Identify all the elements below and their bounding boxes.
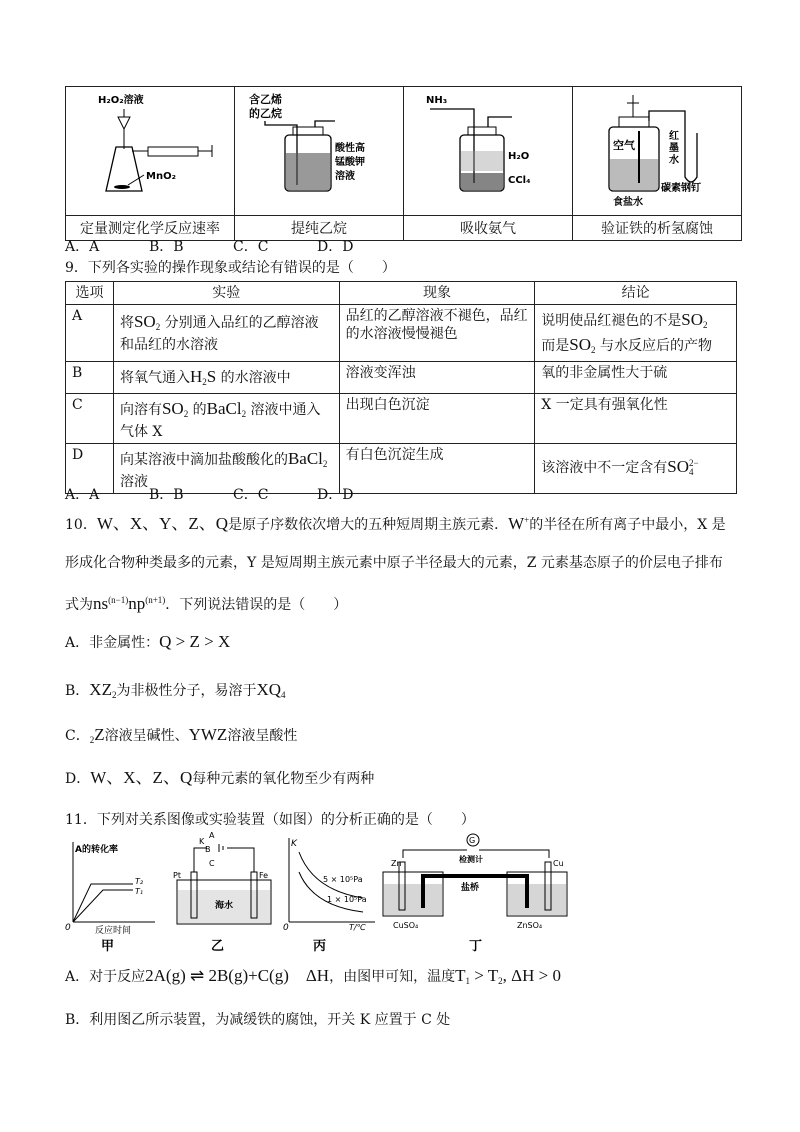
apparatus-purify-svg: [235, 87, 403, 211]
bing-xlabel: T/℃: [349, 923, 366, 932]
q10-option-d[interactable]: D．W、X、Z、Q每种元素的氧化物至少有两种: [65, 768, 375, 787]
table-row: [66, 394, 737, 444]
red-ink-label-2: 墨: [669, 143, 679, 154]
kmno4-label-2: 锰酸钾: [335, 157, 365, 168]
ding-cuso4: CuSO₄: [393, 921, 419, 930]
yi-k: K: [199, 837, 205, 846]
ethylene-label-2: 的乙烷: [249, 107, 282, 120]
row-c-experiment: 向溶有$SO_2$ 的BaCl$_2$ 溶液中通入 气体 X: [113, 394, 339, 444]
apparatus-corrosion-svg: [573, 87, 741, 211]
figure-jia: [65, 842, 155, 954]
ding-cu: Cu: [553, 859, 564, 868]
bing-p1: 5 × 10⁵Pa: [323, 875, 363, 884]
ding-zn: Zn: [391, 859, 402, 868]
caption-3: 吸收氨气: [404, 216, 573, 241]
fig-label-jia: 甲: [101, 939, 115, 954]
ding-bridge: 盐桥: [461, 883, 480, 893]
row-d-experiment: 向某溶液中滴加盐酸酸化的BaCl$_2$ 溶液: [113, 444, 339, 494]
steel-nail-label: 碳素钢钉: [661, 183, 701, 194]
q8-option-c[interactable]: C．C: [233, 239, 269, 255]
row-a-phenomenon: 品红的乙醇溶液不褪色，品红的水溶液慢慢褪色: [339, 305, 535, 362]
ethylene-label-1: 含乙烯: [249, 93, 282, 106]
figure-yi: [173, 832, 271, 954]
fig-label-bing: 丙: [313, 939, 327, 954]
caption-2: 提纯乙烷: [235, 216, 404, 241]
h2o2-label: H₂O₂溶液: [98, 95, 144, 106]
q9-options: [65, 484, 401, 504]
q8-option-d[interactable]: D．D: [317, 239, 354, 255]
yi-fe: Fe: [259, 871, 269, 880]
jia-t2: T₂: [135, 877, 144, 886]
bing-p2: 1 × 10⁵Pa: [327, 895, 367, 904]
q8-apparatus-table: [65, 86, 742, 241]
ding-znso4: ZnSO₄: [517, 921, 543, 930]
apparatus-cell-2: [235, 87, 404, 216]
yi-water: 海水: [215, 901, 234, 911]
row-a-option: A: [66, 305, 114, 362]
q10-line-2: 形成化合物种类最多的元素，Y 是短周期主族元素中原子半径最大的元素，Z 元素基态原子的价层电子排布: [65, 555, 723, 571]
yi-a: A: [209, 832, 215, 840]
q9-stem: 9．下列各实验的操作现象或结论有错误的是（ ）: [65, 260, 396, 276]
h2o-label: H₂O: [508, 151, 530, 162]
figure-ding: [383, 834, 567, 954]
fig-label-ding: 丁: [469, 939, 483, 954]
yi-b: B: [205, 845, 211, 854]
row-b-option: B: [66, 362, 114, 394]
row-c-option: C: [66, 394, 114, 444]
q11-figures-svg: [65, 832, 715, 956]
ding-g: G: [469, 836, 476, 845]
q11-stem: 11．下列对关系图像或实验装置（如图）的分析正确的是（ ）: [65, 812, 475, 828]
caption-1: 定量测定化学反应速率: [66, 216, 235, 241]
q10-option-a[interactable]: A．非金属性：Q > Z > X: [65, 632, 231, 651]
ding-meter: 检测计: [459, 855, 483, 864]
jia-t1: T₁: [135, 887, 144, 896]
yi-c: C: [209, 859, 215, 868]
row-d-phenomenon: 有白色沉淀生成: [339, 444, 535, 494]
q10-line-3: 式为$ns^{(n-1)}np^{(n+1)}$．下列说法错误的是（ ）: [65, 594, 348, 613]
row-a-experiment: 将$SO_2$ 分别通入品红的乙醇溶液 和品红的水溶液: [113, 305, 339, 362]
salt-water-label: 食盐水: [613, 197, 643, 208]
q9-option-d[interactable]: D．D: [317, 487, 354, 503]
row-c-conclusion: X 一定具有强氧化性: [535, 394, 737, 444]
kmno4-label-1: 酸性高: [335, 143, 365, 154]
q11-option-b[interactable]: B．利用图乙所示装置，为减缓铁的腐蚀，开关 K 应置于 C 处: [65, 1012, 451, 1028]
q10-option-b[interactable]: B．$XZ_2$为非极性分子，易溶于$XQ_4$: [65, 680, 286, 700]
ccl4-label: CCl₄: [508, 175, 531, 186]
caption-4: 验证铁的析氢腐蚀: [573, 216, 742, 241]
jia-xlabel: 反应时间: [95, 926, 132, 936]
apparatus-rate-svg: [66, 87, 234, 211]
row-d-option: D: [66, 444, 114, 494]
q9-table: [65, 281, 737, 494]
row-b-phenomenon: 溶液变浑浊: [339, 362, 535, 394]
header-conclusion: 结论: [535, 282, 737, 305]
q8-option-b[interactable]: B．B: [149, 239, 184, 255]
bing-origin: 0: [283, 923, 289, 933]
jia-ylabel: A的转化率: [75, 845, 118, 855]
q8-option-a[interactable]: A．A: [65, 239, 100, 255]
apparatus-ammonia-svg: [404, 87, 572, 211]
figure-bing: [283, 838, 375, 954]
q9-option-b[interactable]: B．B: [149, 487, 184, 503]
air-label: 空气: [613, 139, 635, 152]
fig-label-yi: 乙: [211, 939, 225, 954]
kmno4-label-3: 溶液: [335, 171, 355, 182]
row-c-phenomenon: 出现白色沉淀: [339, 394, 535, 444]
header-experiment: 实验: [113, 282, 339, 305]
header-phenomenon: 现象: [339, 282, 535, 305]
table-row: [66, 305, 737, 362]
row-b-conclusion: 氧的非金属性大于硫: [535, 362, 737, 394]
table-row: [66, 362, 737, 394]
yi-pt: Pt: [173, 871, 181, 880]
q10-option-c[interactable]: C．$_2$Z溶液呈碱性、YWZ溶液呈酸性: [65, 725, 298, 745]
bing-ylabel: K: [291, 839, 297, 849]
nh3-label: NH₃: [426, 95, 448, 106]
apparatus-cell-3: [404, 87, 573, 216]
jia-origin: 0: [65, 923, 71, 933]
mno2-label: MnO₂: [146, 171, 176, 182]
row-a-conclusion: 说明使品红褪色的不是$SO_2$ 而是$SO_2$ 与水反应后的产物: [535, 305, 737, 362]
header-option: 选项: [66, 282, 114, 305]
q10-line-1: 10．W、X、Y、Z、Q是原子序数依次增大的五种短周期主族元素．W+的半径在所有离子中最小，X 是: [65, 514, 726, 533]
apparatus-cell-1: [66, 87, 235, 216]
q9-option-c[interactable]: C．C: [233, 487, 269, 503]
q9-option-a[interactable]: A．A: [65, 487, 100, 503]
q8-options: [65, 236, 401, 256]
row-b-experiment: 将氧气通入$H_2S$ 的水溶液中: [113, 362, 339, 394]
red-ink-label-1: 红: [669, 131, 679, 142]
red-ink-label-3: 水: [669, 155, 679, 166]
row-d-conclusion: 该溶液中不一定含有SO2− 4: [535, 444, 737, 494]
q11-option-a[interactable]: A．对于反应2A(g) ⇌ 2B(g)+C(g) ΔH，由图甲可知，温度$T_1 > T_2$, ΔH > 0: [65, 966, 561, 986]
apparatus-cell-4: [573, 87, 742, 216]
